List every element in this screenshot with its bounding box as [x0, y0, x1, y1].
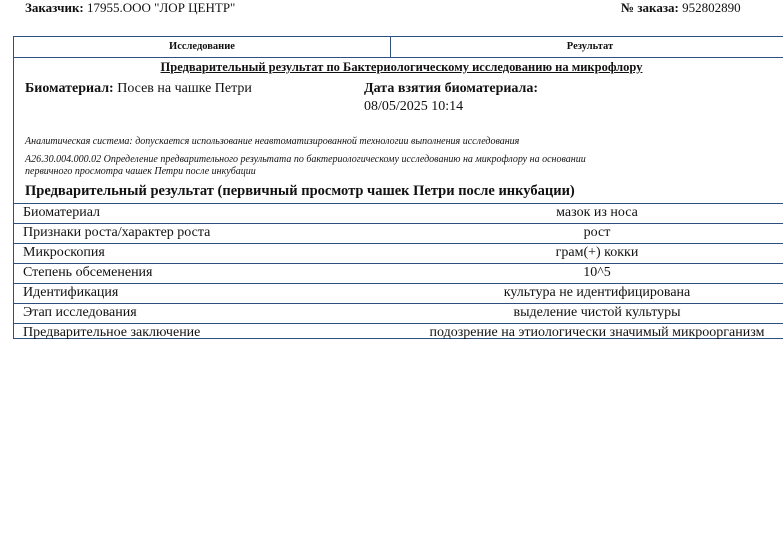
analytic-system-note: Аналитическая система: допускается использование неавтоматизированной технологии выполнения исследования [25, 136, 520, 147]
biomaterial-label: Биоматериал: [25, 81, 114, 96]
table-row [13, 243, 783, 263]
customer-info [25, 0, 235, 16]
sampling-date-label: Дата взятия биоматериала: [364, 81, 539, 96]
biomaterial-info [25, 81, 252, 97]
customer-label: Заказчик: [25, 0, 84, 15]
sampling-date-value: 08/05/2025 10:14 [364, 99, 464, 114]
table-row [13, 283, 783, 303]
order-label: № заказа: [621, 0, 679, 15]
row-label: Биоматериал [23, 205, 101, 220]
method-note-line1: A26.30.004.000.02 Определение предварительного результата по бактериологическому исследованию на микрофлору на основании [25, 154, 586, 165]
table-row [13, 203, 783, 223]
row-value: мазок из носа [556, 205, 638, 220]
row-value: выделение чистой культуры [513, 305, 681, 320]
results-table [13, 203, 783, 343]
section-title: Предварительный результат по Бактериологическому исследованию на микрофлору [160, 60, 643, 74]
row-label: Идентификация [23, 285, 119, 300]
table-row [13, 303, 783, 323]
row-label: Степень обсеменения [23, 265, 153, 280]
method-note-line2: первичного просмотра чашек Петри после инкубации [25, 166, 256, 177]
table-row [13, 323, 783, 343]
row-value: подозрение на этиологически значимый микроорганизм [429, 325, 765, 340]
row-value: рост [583, 225, 611, 240]
row-value: грам(+) кокки [555, 245, 639, 260]
column-header-result: Результат [391, 37, 783, 58]
row-value: культура не идентифицирована [503, 285, 691, 300]
biomaterial-value: Посев на чашке Петри [117, 81, 252, 96]
customer-value: 17955.ООО "ЛОР ЦЕНТР" [87, 0, 236, 15]
row-label: Предварительное заключение [23, 325, 201, 340]
column-header-study: Исследование [14, 37, 391, 58]
result-heading: Предварительный результат (первичный просмотр чашек Петри после инкубации) [25, 183, 575, 199]
row-label: Признаки роста/характер роста [23, 225, 211, 240]
row-value: 10^5 [583, 265, 611, 280]
row-label: Этап исследования [23, 305, 137, 320]
row-label: Микроскопия [23, 245, 105, 260]
order-info [621, 0, 741, 16]
table-row [13, 263, 783, 283]
order-value: 952802890 [682, 0, 741, 15]
table-row [13, 223, 783, 243]
